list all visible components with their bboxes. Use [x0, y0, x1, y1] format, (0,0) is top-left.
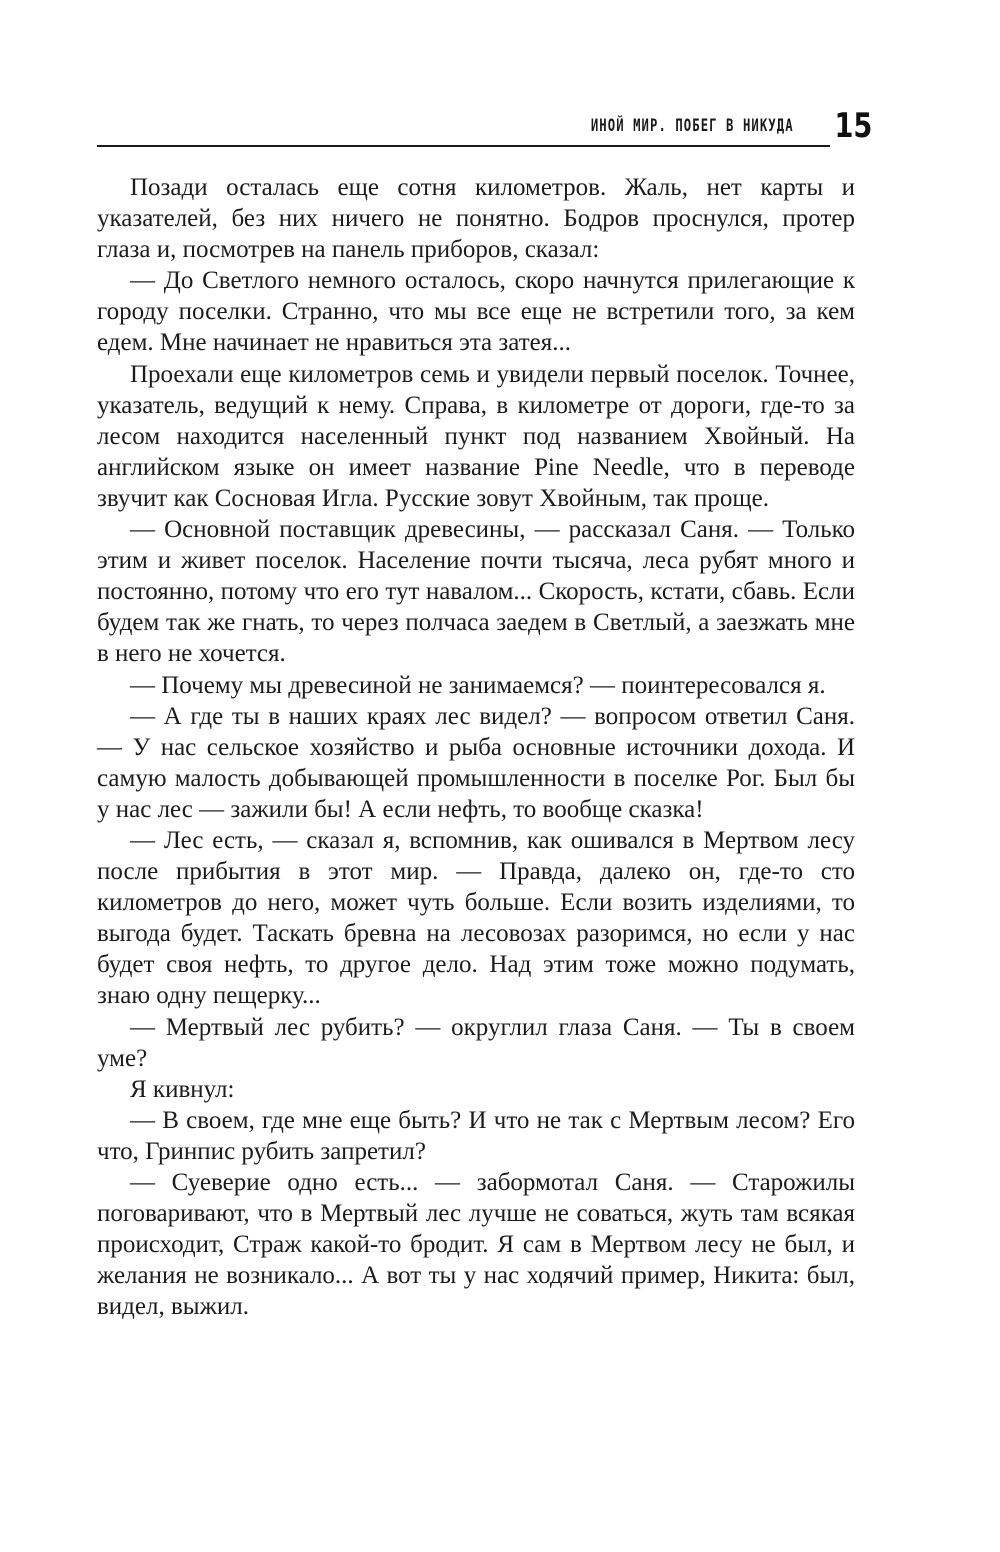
paragraph: Я кивнул:: [130, 1075, 235, 1103]
body-text: [97, 172, 855, 1322]
paragraph: — Почему мы древесиной не занимаемся? — поинтересовался я.: [130, 671, 826, 699]
paragraph: Позади осталась еще сотня километров. Жаль, нет карты и указателей, без них ничего не понятно. Бодров проснулся, протер глаза и, посмотрев на панель приборов, сказал:: [97, 174, 855, 264]
header-rule: [97, 145, 830, 147]
paragraph: — Лес есть, — сказал я, вспомнив, как ошивался в Мертвом лесу после прибытия в этот мир. — Правда, далеко он, где-то сто километров до него, может чуть больше. Если возить изделиями, то выгода будет. Таскать бревна на лесовозах разоримся, но если у нас будет своя нефть, то другое дело. Над этим тоже можно подумать, знаю одну пещерку...: [97, 826, 855, 1010]
paragraph: — Мертвый лес рубить? — округлил глаза Саня. — Ты в своем уме?: [97, 1013, 855, 1072]
page-number: 15: [834, 106, 872, 146]
paragraph: — Основной поставщик древесины, — рассказал Саня. — Только этим и живет поселок. Население почти тысяча, леса рубят много и постоянно, потому что его тут навалом... Скорость, кстати, сбавь. Если будем так же гнать, то через полчаса заедем в Светлый, а заезжать мне в него не хочется.: [97, 516, 855, 668]
running-header: [97, 108, 872, 150]
paragraph: Проехали еще километров семь и увидели первый поселок. Точнее, указатель, ведущий к нему. Справа, в километре от дороги, где-то за лесом находится населенный пункт под названием Хвойный. На английском языке он имеет название Pine Needle, что в переводе звучит как Сосновая Игла. Русские зовут Хвойным, так проще.: [97, 360, 855, 512]
paragraph: — До Светлого немного осталось, скоро начнутся прилегающие к городу поселки. Странно, что мы все еще не встретили того, за кем едем. Мне начинает не нравиться эта затея...: [97, 267, 855, 357]
paragraph: — А где ты в наших краях лес видел? — вопросом ответил Саня. — У нас сельское хозяйство и рыба основные источники дохода. И самую малость добывающей промышленности в поселке Рог. Был бы у нас лес — зажили бы! А если нефть, то вообще сказка!: [97, 702, 855, 823]
paragraph: — В своем, где мне еще быть? И что не так с Мертвым лесом? Его что, Гринпис рубить запретил?: [97, 1106, 855, 1165]
paragraph: — Суеверие одно есть... — забормотал Саня. — Старожилы поговаривают, что в Мертвый лес лучше не соваться, жуть там всякая происходит, Страж какой-то бродит. Я сам в Мертвом лесу не был, и желания не возникало... А вот ты у нас ходячий пример, Никита: был, видел, выжил.: [97, 1169, 855, 1321]
book-title: ИНОЙ МИР. ПОБЕГ В НИКУДА: [591, 116, 794, 136]
